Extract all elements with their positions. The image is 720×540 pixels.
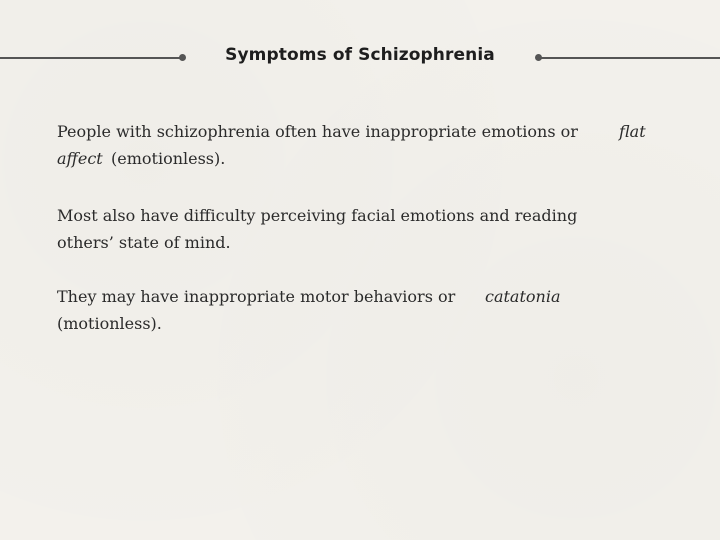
term-flat: flat — [619, 122, 646, 141]
paragraph-line: People with schizophrenia often have inappropriate emotions or — [57, 122, 578, 141]
paragraph-line: others’ state of mind. — [57, 233, 231, 252]
paragraph-line: Most also have difficulty perceiving facial emotions and reading — [57, 206, 578, 225]
paragraph-line: They may have inappropriate motor behaviors or — [57, 287, 456, 306]
term-affect: affect — [57, 149, 103, 168]
paragraph-line: (motionless). — [57, 314, 162, 333]
slide-title: Symptoms of Schizophrenia — [225, 45, 495, 65]
term-catatonia: catatonia — [485, 287, 561, 306]
paragraph-line: (emotionless). — [111, 149, 226, 168]
